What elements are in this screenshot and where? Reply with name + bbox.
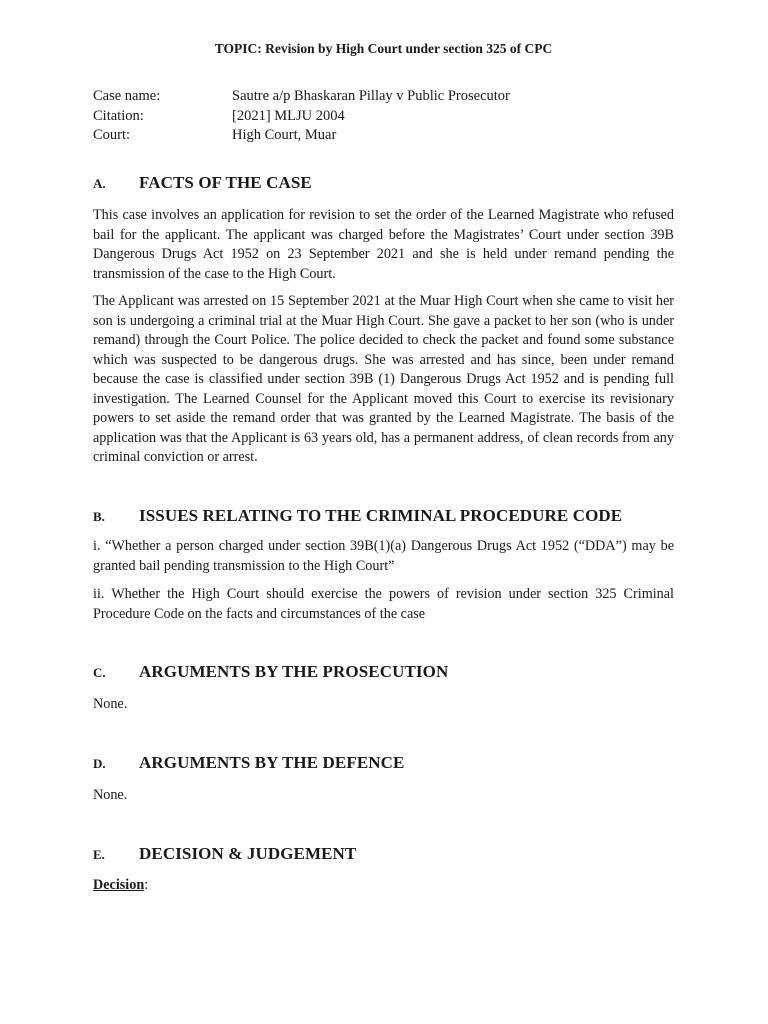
meta-row-citation: [93, 107, 510, 127]
section-d-heading: [93, 753, 404, 773]
document-topic: TOPIC: Revision by High Court under section 325 of CPC: [214, 41, 553, 56]
meta-label: Court:: [93, 127, 131, 143]
section-c-heading: [93, 662, 448, 682]
meta-value: High Court, Muar: [232, 127, 337, 143]
section-letter: E.: [93, 847, 105, 862]
section-title: DECISION & JUDGEMENT: [139, 844, 357, 863]
decision-line: [93, 876, 674, 896]
meta-value: Sautre a/p Bhaskaran Pillay v Public Prosecutor: [232, 88, 510, 104]
section-letter: C.: [93, 665, 106, 680]
section-letter: B.: [93, 509, 105, 524]
section-a-paragraph-2: The Applicant was arrested on 15 September 2021 at the Muar High Court when she came to visit her son is undergoing a criminal trial at the Muar High Court. She gave a packet to her son (who is under remand) through the Court Police. The police decided to check the packet and found some substance which was suspected to be dangerous drugs. She was arrested and has since, been under remand because the case is classified under section 39B (1) Dangerous Drugs Act 1952 and is pending full investigation. The Learned Counsel for the Applicant moved this Court to exercise its revisionary powers to set aside the remand order that was granted by the Learned Magistrate. The basis of the application was that the Applicant is 63 years old, has a permanent address, of clean records from any criminal conviction or arrest.: [93, 293, 674, 465]
meta-row-court: [93, 126, 510, 146]
meta-label: Citation:: [93, 107, 144, 124]
section-c-paragraph: None.: [93, 696, 128, 712]
section-a-paragraph-1: This case involves an application for revision to set the order of the Learned Magistrate who refused bail for the applicant. The applicant was charged before the Magistrates’ Court under section 39B Dangerous Drugs Act 1952 on 23 September 2021 and she is held under remand pending the transmission of the case to the High Court.: [93, 207, 674, 282]
decision-colon: :: [144, 877, 149, 893]
section-e-heading: [93, 844, 356, 864]
section-letter: A.: [93, 176, 106, 191]
meta-value: [2021] MLJU 2004: [232, 107, 345, 124]
section-letter: D.: [93, 756, 106, 771]
section-d-paragraph: None.: [93, 787, 128, 803]
section-b-heading: [93, 506, 622, 526]
section-b-issue-2: ii. Whether the High Court should exercise the powers of revision under section 325 Criminal Procedure Code on the facts and circumstances of the case: [93, 586, 674, 622]
section-b-issue-1: i. “Whether a person charged under section 39B(1)(a) Dangerous Drugs Act 1952 (“DDA”) may be granted bail pending transmission to the High Court”: [93, 538, 674, 574]
section-title: ISSUES RELATING TO THE CRIMINAL PROCEDURE CODE: [139, 506, 623, 525]
meta-row-case-name: [93, 87, 510, 107]
meta-label: Case name:: [93, 88, 161, 104]
section-title: ARGUMENTS BY THE DEFENCE: [139, 753, 405, 772]
case-meta: [93, 87, 510, 146]
section-a-heading: [93, 173, 312, 193]
decision-label: Decision: [93, 877, 145, 893]
section-title: FACTS OF THE CASE: [139, 173, 312, 192]
section-title: ARGUMENTS BY THE PROSECUTION: [139, 662, 449, 681]
